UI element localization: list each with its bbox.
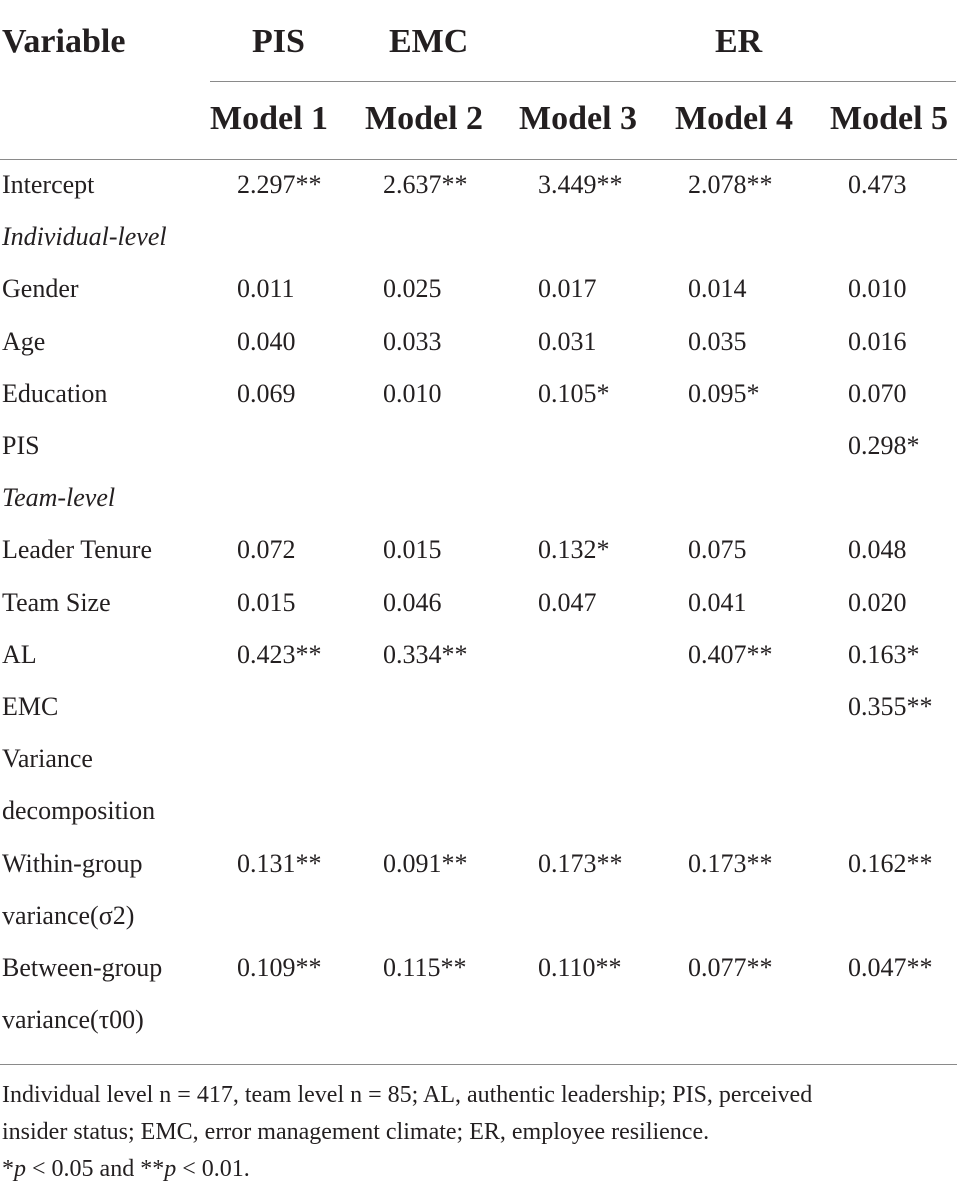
table-cell: 0.015 xyxy=(383,535,442,564)
table-cell: 0.355** xyxy=(848,692,933,721)
header-model-4: Model 4 xyxy=(675,100,794,137)
header-model-3: Model 3 xyxy=(519,100,638,137)
table-cell: 0.407** xyxy=(688,640,773,669)
row-label: Between-group xyxy=(2,953,163,982)
row-label: EMC xyxy=(2,692,59,721)
header-bottom-rule xyxy=(0,159,957,160)
table-cell: 0.010 xyxy=(848,274,907,303)
table-cell: 0.031 xyxy=(538,327,597,356)
table-cell: 0.025 xyxy=(383,274,442,303)
table-cell: 0.077** xyxy=(688,953,773,982)
row-label: decomposition xyxy=(2,796,156,825)
row-label: Individual-level xyxy=(2,222,167,251)
table-cell: 0.011 xyxy=(237,274,295,303)
table-cell: 0.473 xyxy=(848,170,907,199)
table-cell: 0.020 xyxy=(848,588,907,617)
table-cell: 0.040 xyxy=(237,327,296,356)
table-cell: 0.423** xyxy=(237,640,322,669)
footnote-line-1: Individual level n = 417, team level n = 85; AL, authentic leadership; PIS, perceived xyxy=(2,1082,813,1108)
row-label: Age xyxy=(2,327,46,356)
table-cell: 0.014 xyxy=(688,274,747,303)
table-cell: 0.091** xyxy=(383,849,468,878)
table-cell: 2.078** xyxy=(688,170,773,199)
table-cell: 0.048 xyxy=(848,535,907,564)
table-cell: 0.334** xyxy=(383,640,468,669)
row-label: Within-group xyxy=(2,849,143,878)
table-cell: 0.033 xyxy=(383,327,442,356)
table-cell: 0.110** xyxy=(538,953,622,982)
header-rule xyxy=(210,81,956,82)
header-model-2: Model 2 xyxy=(365,100,484,137)
table-cell: 0.131** xyxy=(237,849,322,878)
table-cell: 0.072 xyxy=(237,535,296,564)
table-cell: 0.070 xyxy=(848,379,907,408)
header-group-pis: PIS xyxy=(252,23,305,60)
table-cell: 2.637** xyxy=(383,170,468,199)
table-cell: 0.041 xyxy=(688,588,747,617)
footnote-p-1: p xyxy=(14,1156,26,1182)
table-cell: 2.297** xyxy=(237,170,322,199)
row-label: AL xyxy=(2,640,37,669)
table-cell: 0.047** xyxy=(848,953,933,982)
table-cell: 0.015 xyxy=(237,588,296,617)
table-footnote xyxy=(2,1077,952,1188)
table-cell: 0.298* xyxy=(848,431,920,460)
table-cell: 0.010 xyxy=(383,379,442,408)
table-cell: 0.105* xyxy=(538,379,610,408)
table-cell: 0.163* xyxy=(848,640,920,669)
table-bottom-rule xyxy=(0,1064,957,1065)
header-group-emc: EMC xyxy=(389,23,469,60)
header-variable: Variable xyxy=(2,23,126,60)
row-label: Variance xyxy=(2,744,93,773)
footnote-p-2: p xyxy=(164,1156,177,1182)
table-cell: 0.035 xyxy=(688,327,747,356)
footnote-end: < 0.01. xyxy=(176,1156,250,1182)
table-cell: 0.115** xyxy=(383,953,467,982)
header-model-5: Model 5 xyxy=(830,100,949,137)
footnote-line-2: insider status; EMC, error management climate; ER, employee resilience. xyxy=(2,1119,710,1145)
footnote-line-3 xyxy=(2,1151,952,1188)
row-label: Team Size xyxy=(2,588,111,617)
table-cell: 0.075 xyxy=(688,535,747,564)
row-label: Team-level xyxy=(2,483,116,512)
table-cell: 0.047 xyxy=(538,588,597,617)
table-cell: 0.132* xyxy=(538,535,610,564)
table-cell: 0.017 xyxy=(538,274,597,303)
footnote-mid: < 0.05 and ** xyxy=(26,1156,165,1182)
row-label: Intercept xyxy=(2,170,95,199)
row-label: PIS xyxy=(2,431,40,460)
header-group-er: ER xyxy=(715,23,763,60)
row-label: variance(σ2) xyxy=(2,901,135,930)
table-cell: 0.173** xyxy=(688,849,773,878)
row-label: Gender xyxy=(2,274,79,303)
footnote-star: * xyxy=(2,1156,14,1182)
table-cell: 0.162** xyxy=(848,849,933,878)
table-cell: 0.046 xyxy=(383,588,442,617)
table-cell: 0.095* xyxy=(688,379,760,408)
row-label: Education xyxy=(2,379,108,408)
table-cell: 0.069 xyxy=(237,379,296,408)
table-cell: 3.449** xyxy=(538,170,623,199)
table-cell: 0.173** xyxy=(538,849,623,878)
header-model-1: Model 1 xyxy=(210,100,329,137)
row-label: variance(τ00) xyxy=(2,1005,144,1034)
table-cell: 0.016 xyxy=(848,327,907,356)
table-cell: 0.109** xyxy=(237,953,322,982)
row-label: Leader Tenure xyxy=(2,535,152,564)
